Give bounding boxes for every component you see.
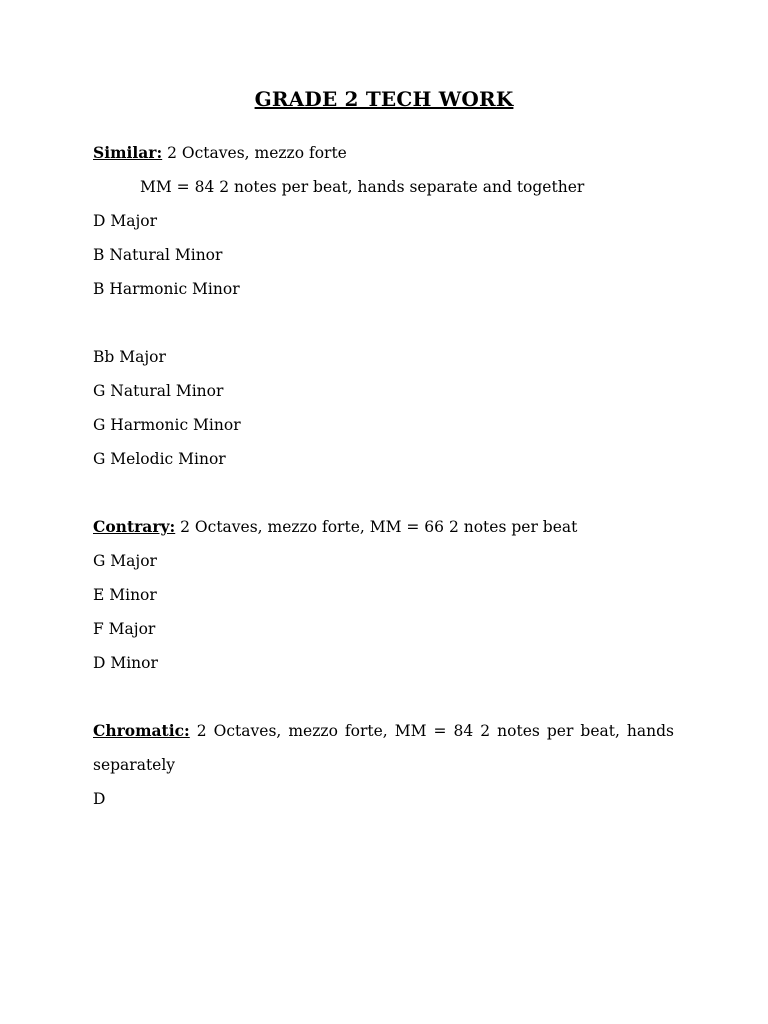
similar-description: 2 Octaves, mezzo forte [162,144,347,162]
chromatic-word: mezzo [288,722,338,740]
list-item: E Minor [93,586,157,604]
chromatic-word: 84 [453,722,474,740]
chromatic-word: hands [626,722,674,740]
list-item: D Major [93,212,158,230]
chromatic-word: beat, [580,722,620,740]
similar-heading [93,143,347,163]
chromatic-label: Chromatic: [93,721,190,740]
chromatic-word: Octaves, [213,722,282,740]
chromatic-word: per [546,722,574,740]
chromatic-word: notes [497,722,540,740]
list-item: D [93,790,106,808]
list-item: G Harmonic Minor [93,416,241,434]
contrary-description: 2 Octaves, mezzo forte, MM = 66 2 notes per beat [175,518,578,536]
chromatic-word: 2 [196,722,207,740]
page-title: GRADE 2 TECH WORK [254,87,514,111]
list-item: G Major [93,552,157,570]
list-item: F Major [93,620,156,638]
similar-label: Similar: [93,143,163,162]
chromatic-word: 2 [480,722,491,740]
list-item: D Minor [93,654,158,672]
list-item: G Melodic Minor [93,450,226,468]
chromatic-word: MM [394,722,427,740]
similar-tempo: MM = 84 2 notes per beat, hands separate and together [140,178,585,196]
chromatic-word: forte, [344,722,388,740]
list-item: G Natural Minor [93,382,224,400]
chromatic-word: = [433,722,447,740]
chromatic-heading [93,721,674,741]
chromatic-continuation: separately [93,756,176,774]
list-item: B Harmonic Minor [93,280,240,298]
list-item: Bb Major [93,348,166,366]
contrary-label: Contrary: [93,517,176,536]
list-item: B Natural Minor [93,246,223,264]
contrary-heading [93,517,577,537]
